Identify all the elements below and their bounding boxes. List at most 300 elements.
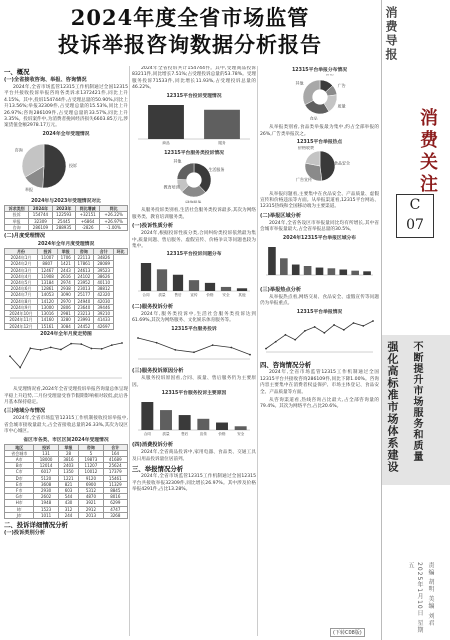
subheading: (三)地域分布情况 [4, 408, 46, 415]
pie-chart-figure [260, 140, 379, 189]
figure-title: 12315平台举报热点 [296, 140, 343, 146]
data-point [275, 341, 277, 343]
tick-label: 安全 [222, 293, 230, 298]
table-cell: G市 [5, 494, 34, 500]
table-cell: 286109 [29, 224, 52, 230]
table-cell: 14160 [38, 317, 58, 323]
table-cell: 23213 [74, 311, 94, 317]
table-cell: 2912 [79, 506, 103, 512]
figure-title: 12315平台举报情况 [296, 309, 343, 315]
table-cell: 2013 [79, 512, 103, 518]
table-row [5, 298, 128, 304]
series-line [266, 321, 373, 349]
bar [205, 283, 215, 291]
bar-chart-figure [132, 391, 256, 440]
table-row [5, 273, 128, 279]
table-header: 举报 [58, 444, 78, 450]
table-cell: 3608 [34, 481, 58, 487]
table-cell: 14120 [38, 298, 58, 304]
table-cell: 11329 [103, 481, 127, 487]
donut-hole [186, 172, 201, 187]
table-cell: 41689 [103, 456, 127, 462]
bar [280, 258, 288, 275]
data-point [193, 351, 195, 353]
table-row [5, 512, 128, 518]
slice-label: 网络服务 [185, 200, 202, 204]
slice-label: 食品安全 [333, 160, 350, 166]
table-cell: 投诉 [5, 212, 29, 218]
tick-label: 宣传 [190, 293, 198, 298]
table-cell: 4870 [79, 494, 103, 500]
bar-chart [260, 242, 379, 282]
table-cell: 40110 [94, 280, 114, 286]
table-cell: 42030 [94, 298, 114, 304]
table-cell: 13184 [38, 280, 58, 286]
table-cell: 164 [103, 450, 127, 456]
table-cell: 244 [58, 512, 78, 518]
table-header: 2023年 [52, 206, 75, 212]
line-chart-figure [132, 327, 256, 366]
subheading: (一)全省接收咨询、举报、咨询情况 [4, 77, 87, 83]
table-cell: 2024年3月 [5, 267, 38, 273]
data-point [91, 347, 93, 349]
table-cell: 1350 [58, 469, 78, 475]
newspaper-logo [384, 6, 448, 84]
tick-label: 宣传 [199, 431, 207, 436]
bar [141, 402, 153, 430]
series-line [10, 343, 122, 368]
paragraph: 2024年全省投诉共计154744件。其中,受理商品投诉83211件,同比增长7.51%;占受理投诉总量的53.78%。受理服务投诉71533件,同比增长11.93%,占受理投诉总量的46.22%。 [132, 66, 256, 91]
table-cell: 2024年7月 [5, 292, 38, 298]
slice-label: 价格收费 [297, 146, 314, 151]
subheading: (二)服务投诉分析 [132, 303, 174, 310]
table-cell: 11007 [38, 255, 58, 261]
bar-chart-figure [260, 236, 379, 285]
data-point [40, 349, 42, 351]
bar [304, 266, 312, 275]
bar-chart [132, 100, 256, 146]
data-point [353, 322, 355, 324]
table-row [5, 224, 128, 230]
line-chart [260, 316, 379, 356]
table-title: 2024年全年月度受理情况 [37, 242, 95, 248]
pie-chart [132, 157, 256, 203]
bar [351, 270, 359, 274]
table-cell: 288935 [52, 224, 75, 230]
pie-chart [260, 74, 379, 120]
monthly-table [4, 248, 128, 330]
slice-label: 投诉 [68, 162, 77, 168]
table-cell: 10012 [79, 469, 103, 475]
slogan-banner [382, 335, 450, 485]
table-cell: 9120 [79, 475, 103, 481]
data-point [19, 366, 21, 368]
headline [0, 4, 380, 58]
table-cell: 2403 [58, 463, 78, 469]
logo-text: 消费导报 [384, 6, 398, 62]
slogan-left: 强化高标准市场体系建设 [386, 341, 399, 473]
table-cell: 2974 [57, 280, 74, 286]
table-cell: 42320 [94, 292, 114, 298]
subheading: (四)消费投诉分析 [132, 442, 174, 449]
table-cell: 122593 [52, 212, 75, 218]
table-cell: C市 [5, 469, 34, 475]
paragraph: 从举报问题看,主要集中在食品安全、产品质量、虚假宣传和价格违法等方面。从举报渠道看,12315平台网站、12315热线和全国移动端为主要渠道。 [260, 191, 379, 210]
table-cell: 5120 [34, 475, 58, 481]
bar [237, 289, 247, 292]
table-cell: 22113 [74, 255, 94, 261]
table-header: 合计 [103, 444, 127, 450]
table-header: 咨询 [79, 444, 103, 450]
continued-note: (下转C08版) [330, 628, 365, 637]
table-cell: 28089 [94, 261, 114, 267]
comparison-table-figure [4, 199, 128, 231]
table-cell: E市 [5, 481, 34, 487]
table-cell: -1.00% [100, 224, 128, 230]
slice-label: 举报 [24, 186, 33, 192]
figure-title: 12315平台投诉问题分布 [166, 252, 222, 258]
table-cell: 23993 [74, 317, 94, 323]
table-cell: D市 [5, 475, 34, 481]
table-cell: 1011 [34, 512, 58, 518]
tick-label: 其他 [238, 293, 246, 298]
table-cell: 24102 [74, 273, 94, 279]
table-header: 投诉 [38, 249, 58, 255]
table-cell: 2024年4月 [5, 273, 38, 279]
table-cell: 1421 [57, 261, 74, 267]
table-header: 月份 [5, 249, 38, 255]
data-point [362, 325, 364, 327]
table-cell: 5312 [79, 487, 103, 493]
slice-label [326, 74, 334, 76]
table-cell: A市 [5, 456, 34, 462]
line-chart-figure [4, 332, 128, 385]
bar [363, 271, 371, 275]
table-cell: 2970 [57, 298, 74, 304]
data-point [29, 347, 31, 349]
pie-chart-figure [4, 132, 128, 197]
tick-label: 商品 [162, 140, 170, 145]
table-cell: 24613 [74, 267, 94, 273]
table-cell: 2938 [57, 286, 74, 292]
data-point [314, 326, 316, 328]
paragraph: 2024年,全省市场监管12315工作机制通过全国12315平台共接收咨询286109件,同比下降1.00%。咨询内容主要集中在消费者权益保护、市场主体登记、食品安全、产品质量等方面。 [260, 370, 379, 395]
table-header: 环比 [114, 249, 128, 255]
table-cell: H市 [5, 500, 34, 506]
pie-chart-figure [132, 151, 256, 206]
bar [197, 419, 209, 430]
table-cell: 34826 [94, 255, 114, 261]
section-heading-reports: 三、举报情况分析 [132, 465, 184, 474]
table-cell: 23640 [74, 304, 94, 310]
bar [204, 109, 240, 138]
table-cell: 38812 [94, 286, 114, 292]
bar [173, 275, 183, 291]
table-header: 2024年 [29, 206, 52, 212]
table-cell: 42697 [94, 323, 114, 329]
slice-label: 其他 [173, 158, 182, 164]
table-cell: 39446 [94, 304, 114, 310]
table-cell: 4747 [103, 506, 127, 512]
table-cell: I市 [5, 506, 34, 512]
figure-title: 12315平台服务投诉 [171, 326, 217, 332]
table-cell: 咨询 [5, 224, 29, 230]
table-cell: 25624 [103, 463, 127, 469]
slice-label: 广告宣传 [295, 177, 312, 183]
table-cell: F市 [5, 487, 34, 493]
paragraph: 2024年,全省市场监管12315工作机制接收投诉举报中,省会城市接收量最大,占全省接收总量的26.33%,其次为设区市中心城区。 [4, 416, 128, 435]
slice-label: 生活服务 [208, 167, 225, 173]
table-header: 举报 [57, 249, 74, 255]
column-divider [129, 66, 130, 636]
column-1 [4, 66, 128, 636]
data-point [50, 346, 52, 348]
table-cell: 2616 [57, 273, 74, 279]
table-cell: 603 [58, 487, 78, 493]
table-cell: 39210 [94, 311, 114, 317]
pie-chart [4, 138, 128, 194]
table-row [5, 267, 128, 273]
data-point [333, 324, 335, 326]
subheading: (一)投诉性质分析 [132, 223, 174, 230]
tick-label: 合同 [143, 431, 151, 436]
bar [292, 264, 300, 274]
data-point [101, 348, 103, 350]
paragraph: 2024年,全省市场监管12315工作机制通过全国12315平台共接收投诉举报咨询各类诉求1372421件,同比上升4.15%。其中,投诉154744件,占受理总量的50.90%,同比上升13.56%;举报32309件,占受理总量的15.53%,同比上升26.97%;咨询286109件,占受理总量的33.57%,同比上升3.35%。投诉案件中,为消费者挽回经济损失6603.85万元,涉案货值金额2978.17万元。 [4, 85, 128, 129]
table-row [5, 323, 128, 329]
tick-label: 质量 [162, 431, 170, 436]
data-point [304, 330, 306, 332]
donut-hole [312, 89, 327, 104]
column-2 [132, 66, 256, 636]
subheading: (三)举报热点分析 [260, 287, 302, 294]
table-cell: 18000 [34, 456, 58, 462]
data-point [323, 332, 325, 334]
paragraph: 2024年,全省商品投诉中,家用电器、食品类、交通工具及日用品投诉量位居前列。 [132, 450, 256, 462]
slice-label: 广告 [337, 82, 346, 88]
table-cell: 2806 [57, 304, 74, 310]
table-cell: 17379 [103, 469, 127, 475]
headline-line-1: 2024年度全省市场监管 [70, 5, 310, 30]
tick-label: 质量 [158, 293, 166, 298]
data-point [372, 320, 374, 322]
figure-title: 12315平台投诉受理情况 [166, 93, 222, 99]
table-cell: 19873 [79, 456, 103, 462]
bar [221, 287, 231, 291]
slice-label: 咨询 [14, 147, 23, 153]
table-cell: +26.97% [100, 218, 128, 224]
table-cell: 14053 [38, 292, 58, 298]
bar [157, 270, 167, 292]
table-header: 咨询 [74, 249, 94, 255]
table-title: 省区市各类、市区区间2024年受理情况 [23, 437, 109, 443]
pie-chart-figure [260, 68, 379, 123]
table-cell: 39523 [94, 267, 114, 273]
bar [339, 269, 347, 275]
paragraph: 2024年,全省各设区市举报量同比均有所增长,其中省会城市举报量最大,占全省举报总量的30.5%。 [260, 220, 379, 233]
bar [328, 268, 336, 275]
table-cell: 2024年10月 [5, 311, 38, 317]
issue-date: 2025年1月10日 星期五 [407, 562, 423, 634]
bar [160, 410, 172, 430]
paragraph: 2024年,根据投诉性质分类,合同纠纷类投诉依然最为集中,质量问题、售后服务、虚假宣传、价格争议等问题也较为集中。 [132, 231, 256, 250]
table-cell: 15461 [103, 475, 127, 481]
table-row [5, 280, 128, 286]
table-cell: J市 [5, 512, 34, 518]
table-cell: 12861 [38, 286, 58, 292]
table-cell: 1706 [57, 255, 74, 261]
pie-slice [43, 144, 66, 188]
tick-label: 价格 [218, 431, 226, 436]
table-cell: 1523 [34, 506, 58, 512]
region-table [4, 444, 128, 519]
paragraph: 从服务投诉类别看,生活社会服务类投诉最多,其次为网络服务类、教育培训服务类。 [132, 208, 256, 220]
table-cell: 2443 [57, 267, 74, 273]
slice-label: 食品 [309, 116, 318, 120]
table-header: 投诉 [34, 444, 58, 450]
bar [216, 422, 228, 429]
bar [316, 267, 324, 274]
data-point [80, 343, 82, 345]
editor-credits: 责编 胡明 美编 刘君 [427, 562, 434, 627]
data-point [294, 339, 296, 341]
pie-slice [320, 151, 335, 181]
table-cell: 2024年11月 [5, 317, 38, 323]
table-cell: 544 [58, 494, 78, 500]
table-row [5, 475, 128, 481]
table-cell: 3816 [58, 456, 78, 462]
table-cell: 8016 [103, 494, 127, 500]
table-row [5, 304, 128, 310]
page-letter: C [409, 197, 421, 213]
table-title: 2024年与2023年受理情况对比 [31, 199, 101, 205]
bar-chart [132, 397, 256, 437]
table-cell: 17861 [74, 261, 94, 267]
table-row [5, 311, 128, 317]
tick-label: 售后 [181, 431, 189, 436]
data-point [156, 342, 158, 344]
subheading: (二)举报区域分析 [260, 212, 302, 219]
table-cell: 13000 [38, 304, 58, 310]
table-cell: 省会城市 [5, 450, 34, 456]
table-cell: 2024年9月 [5, 304, 38, 310]
paragraph: 从举报热点看,网络交易、食品安全、虚假宣传等问题仍为举报重点。 [260, 295, 379, 307]
table-cell: 41433 [94, 317, 114, 323]
table-cell: 13016 [38, 311, 58, 317]
table-cell: 3090 [57, 292, 74, 298]
paragraph: 从举报类别看,食品类举报最为集中,约占全部举报的26%,广告类举报次之。 [260, 125, 379, 137]
section-heading-consultation: 四、咨询情况分析 [260, 361, 312, 370]
tick-label: 价格 [206, 293, 214, 298]
slice-label: 其他 [295, 80, 304, 86]
line-chart [4, 338, 128, 382]
data-point [60, 348, 62, 350]
bar-chart [132, 258, 256, 298]
table-cell: 8807 [38, 261, 58, 267]
table-header: 诉求类别 [5, 206, 29, 212]
bar-chart-figure [132, 94, 256, 149]
masthead-strip [381, 0, 450, 640]
table-row [5, 317, 128, 323]
data-point [137, 337, 139, 339]
table-cell: 3921 [79, 500, 103, 506]
table-cell: 2024年6月 [5, 286, 38, 292]
table-cell: 1221 [58, 475, 78, 481]
table-cell: +6864 [75, 218, 99, 224]
headline-line-2: 投诉举报咨询数据分析报告 [58, 32, 322, 57]
bar [189, 281, 199, 292]
table-cell: 2024年5月 [5, 280, 38, 286]
table-cell: 11207 [79, 463, 103, 469]
table-cell: 25177 [74, 292, 94, 298]
paragraph: 2024年,服务类投诉中,生活社会服务类投诉达到61.69%,其次为网络服务、文化娱乐体育服务等。 [132, 311, 256, 324]
table-cell: 312 [58, 506, 78, 512]
comparison-table [4, 205, 128, 231]
table-cell: 2930 [34, 487, 58, 493]
page-number: 07 [406, 217, 424, 233]
data-point [265, 348, 267, 350]
table-cell: 6299 [103, 500, 127, 506]
table-cell: 2024年8月 [5, 298, 38, 304]
table-cell: 3280 [57, 317, 74, 323]
slogan-right: 不断提升市场服务和质量 [411, 341, 422, 462]
monthly-table-figure [4, 242, 128, 330]
data-point [111, 344, 113, 346]
table-cell: 12467 [38, 267, 58, 273]
page-indicator [396, 194, 434, 238]
table-cell: 8845 [103, 487, 127, 493]
table-cell: 12014 [34, 463, 58, 469]
figure-title: 2024年全年月度走势图 [40, 331, 92, 337]
table-cell: 6017 [34, 469, 58, 475]
region-table-figure [4, 438, 128, 519]
table-cell: 6900 [79, 481, 103, 487]
data-point [174, 349, 176, 351]
column-divider [257, 66, 258, 636]
section-title: 消费关注 [417, 108, 438, 196]
bar [235, 426, 247, 430]
table-cell: 38626 [94, 273, 114, 279]
table-cell: 15161 [38, 323, 58, 329]
table-row [5, 292, 128, 298]
bar [141, 263, 151, 291]
section-heading-overview: 一、概况 [4, 68, 30, 76]
table-cell: 3268 [103, 512, 127, 518]
slice-label: 教育培训 [163, 184, 180, 190]
table-cell: 1948 [34, 500, 58, 506]
table-cell: 11908 [38, 273, 58, 279]
table-cell: 2024年1月 [5, 255, 38, 261]
table-cell: 3084 [57, 323, 74, 329]
subheading: (一)投诉类别分析 [4, 529, 46, 536]
data-point [70, 342, 72, 344]
bar [268, 247, 276, 275]
tick-label: 合同 [142, 293, 150, 298]
table-cell: 23013 [74, 286, 94, 292]
table-row [5, 261, 128, 267]
table-header: 合计 [94, 249, 114, 255]
table-cell: 25445 [52, 218, 75, 224]
table-cell: -2826 [75, 224, 99, 230]
table-cell: 154744 [29, 212, 52, 218]
line-chart [132, 333, 256, 363]
slice-label: 质量 [337, 103, 346, 109]
data-point [249, 353, 251, 355]
bar [148, 105, 184, 139]
table-cell: +26.22% [100, 212, 128, 218]
bar [179, 415, 191, 430]
table-cell: 2024年12月 [5, 323, 38, 329]
